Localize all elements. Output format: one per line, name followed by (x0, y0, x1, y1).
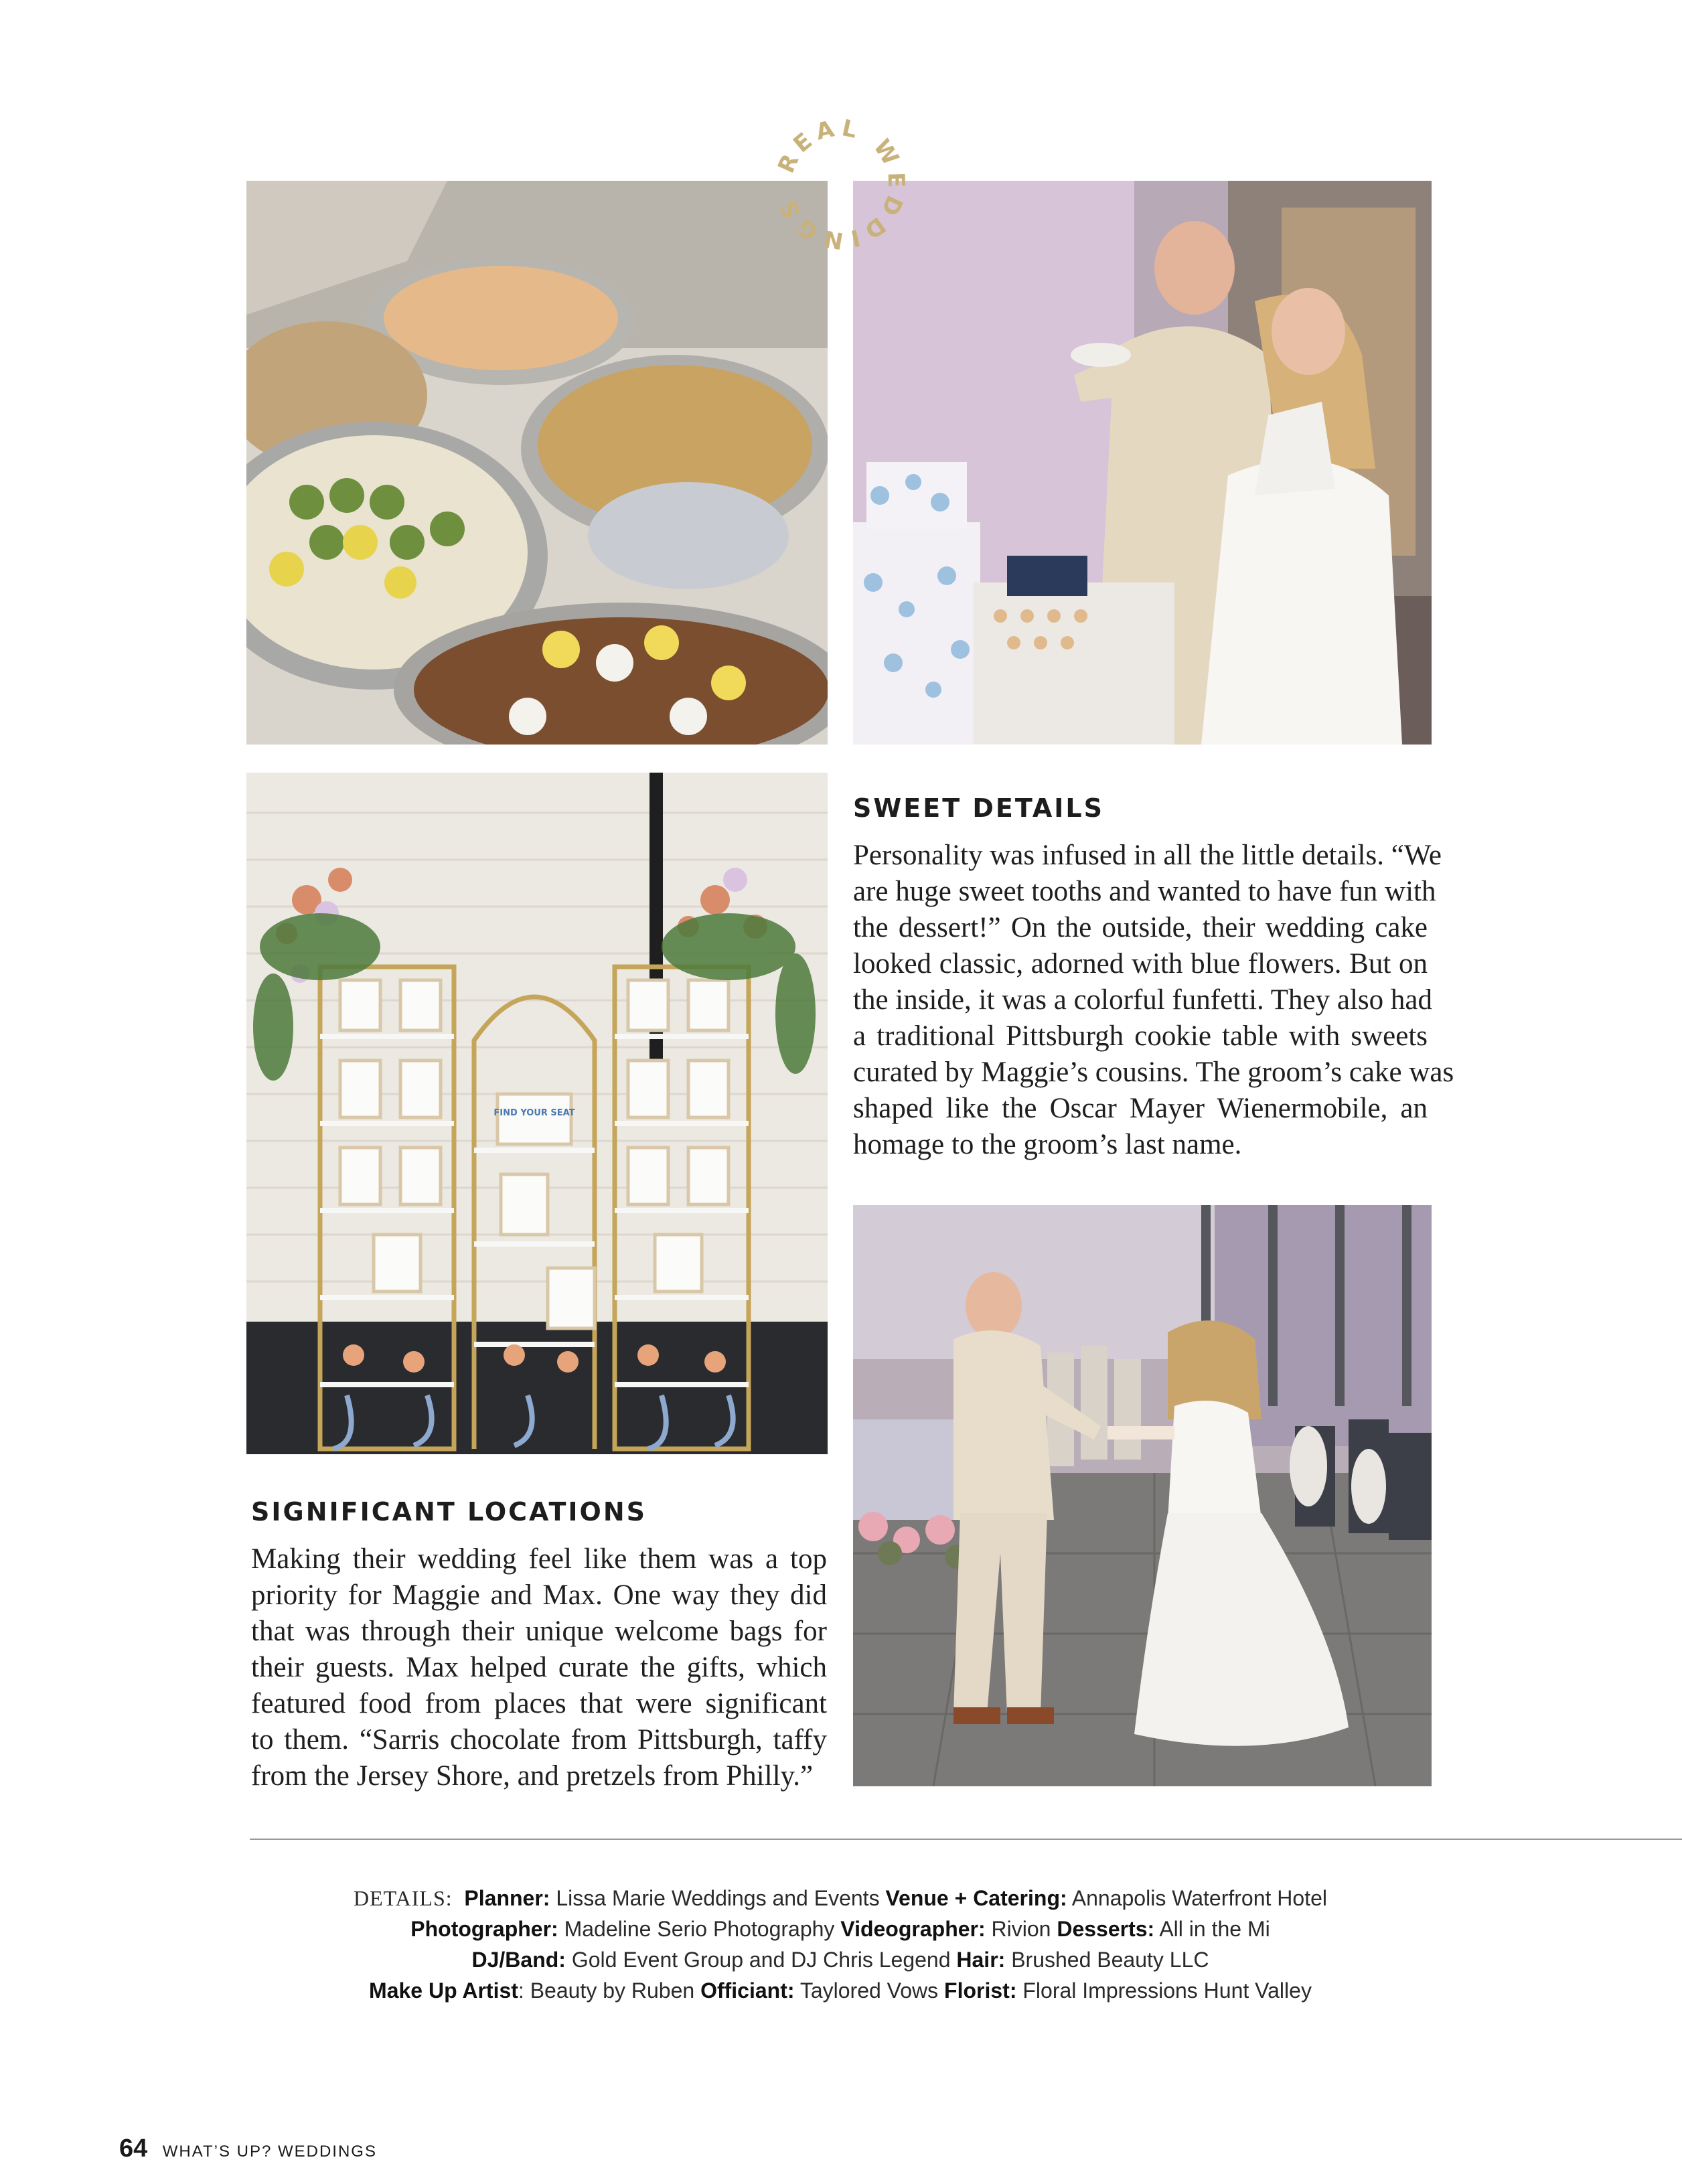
desserts-label: Desserts: (1057, 1917, 1155, 1941)
planner-label: Planner: (464, 1886, 550, 1910)
section-divider (250, 1839, 1682, 1840)
hair-label: Hair: (956, 1948, 1006, 1972)
dj-value: Gold Event Group and DJ Chris Legend (571, 1948, 951, 1972)
sweet-line: the dessert!” On the outside, their wedding cake (853, 912, 1428, 943)
videographer-value: Rivion (991, 1917, 1051, 1941)
logo-text: REAL WEDDINGS (773, 114, 910, 254)
sweet-line: looked classic, adorned with blue flowers. But on (853, 948, 1428, 980)
seating-display-photo (246, 773, 828, 1454)
sweet-line: are huge sweet tooths and wanted to have fun with (853, 876, 1436, 907)
sweet-line: the inside, it was a colorful funfetti. They also had (853, 984, 1432, 1016)
sweet-details-heading: SWEET DETAILS (853, 793, 1104, 823)
sweet-line: homage to the groom’s last name. (853, 1129, 1242, 1160)
desserts-value: All in the Mi (1159, 1917, 1270, 1941)
florist-value: Floral Impressions Hunt Valley (1022, 1978, 1312, 2003)
venue-value: Annapolis Waterfront Hotel (1071, 1886, 1327, 1910)
hair-value: Brushed Beauty LLC (1011, 1948, 1209, 1972)
first-dance-photo (853, 1205, 1432, 1786)
photographer-label: Photographer: (410, 1917, 558, 1941)
sweet-details-body (853, 838, 1454, 1163)
sweet-line: a traditional Pittsburgh cookie table with sweets (853, 1020, 1428, 1052)
photographer-value: Madeline Serio Photography (564, 1917, 835, 1941)
page-folio (119, 2134, 377, 2163)
makeup-value: : Beauty by Ruben (518, 1978, 695, 2003)
locations-line: their guests. Max helped curate the gifts, which (251, 1652, 827, 1683)
details-line-3 (201, 1944, 1480, 1975)
officiant-label: Officiant: (700, 1978, 795, 2003)
locations-line: from the Jersey Shore, and pretzels from Philly.” (251, 1760, 814, 1792)
details-intro: DETAILS: (354, 1886, 453, 1910)
videographer-label: Videographer: (840, 1917, 986, 1941)
find-your-seat-sign: FIND YOUR SEAT (493, 1108, 575, 1118)
cake-cutting-photo (853, 181, 1432, 745)
cookie-table-photo (246, 181, 828, 745)
details-line-2 (201, 1914, 1480, 1944)
significant-locations-body (251, 1541, 827, 1794)
svg-text:REAL WEDDINGS (773, 114, 909, 254)
officiant-value: Taylored Vows (799, 1978, 939, 2003)
dj-label: DJ/Band: (471, 1948, 566, 1972)
locations-line: Making their wedding feel like them was a top (251, 1543, 827, 1575)
real-weddings-logo (763, 107, 917, 261)
vendor-details (201, 1883, 1480, 2006)
page-number: 64 (119, 2134, 148, 2163)
significant-locations-heading: SIGNIFICANT LOCATIONS (251, 1497, 647, 1527)
locations-line: featured food from places that were significant (251, 1688, 827, 1719)
sweet-line: shaped like the Oscar Mayer Wienermobile, an (853, 1093, 1428, 1124)
magazine-name: WHAT’S UP? WEDDINGS (162, 2142, 377, 2161)
venue-label: Venue + Catering: (885, 1886, 1067, 1910)
sweet-line: curated by Maggie’s cousins. The groom’s cake was (853, 1057, 1454, 1088)
details-line-4 (201, 1975, 1480, 2006)
makeup-label: Make Up Artist (369, 1978, 518, 2003)
sweet-line: Personality was infused in all the little details. “We (853, 840, 1442, 871)
details-line-1 (201, 1883, 1480, 1914)
florist-label: Florist: (944, 1978, 1017, 2003)
locations-line: that was through their unique welcome bags for (251, 1616, 827, 1647)
locations-line: to them. “Sarris chocolate from Pittsburgh, taffy (251, 1724, 827, 1756)
planner-value: Lissa Marie Weddings and Events (556, 1886, 880, 1910)
locations-line: priority for Maggie and Max. One way they did (251, 1579, 827, 1611)
